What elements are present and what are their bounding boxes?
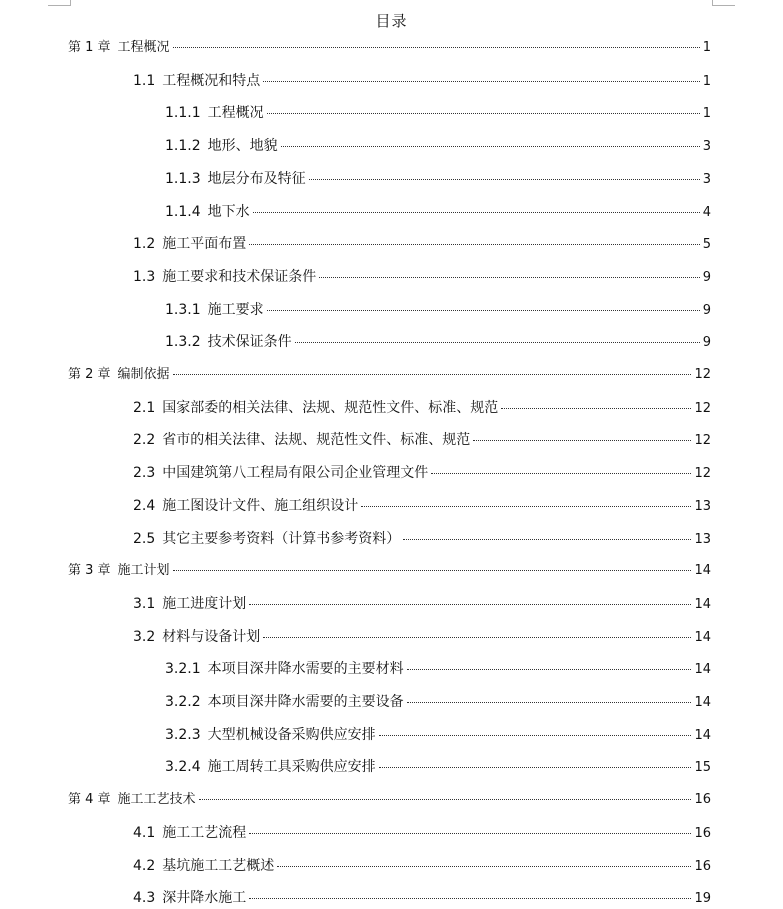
toc-dot-leader — [249, 833, 691, 834]
toc-dot-leader — [263, 637, 691, 638]
toc-entry-title: 工程概况 — [207, 105, 264, 122]
toc-entry-title: 编制依据 — [117, 367, 170, 382]
toc-entry-page-number: 1 — [702, 106, 711, 122]
toc-entry-title: 其它主要参考资料（计算书参考资料） — [162, 530, 401, 547]
toc-entry-title: 工程概况和特点 — [162, 72, 261, 89]
toc-entry[interactable] — [165, 757, 711, 777]
toc-entry[interactable] — [133, 71, 711, 91]
toc-entry-number: 1.1.3 — [165, 170, 201, 187]
toc-dot-leader — [319, 277, 699, 278]
toc-entry-page-number: 14 — [694, 695, 711, 710]
toc-entry-page-number: 16 — [694, 858, 711, 874]
toc-dot-leader — [267, 113, 700, 114]
toc-entry-number: 1.1.4 — [165, 203, 201, 220]
toc-entry-number: 4.1 — [133, 824, 156, 841]
toc-dot-leader — [199, 799, 692, 800]
toc-entry-page-number: 9 — [702, 335, 711, 351]
toc-dot-leader — [361, 506, 691, 507]
toc-entry-page-number: 19 — [694, 891, 711, 907]
toc-entry[interactable] — [133, 267, 711, 287]
toc-entry[interactable] — [133, 823, 711, 843]
toc-entry-number: 1.3.2 — [165, 334, 201, 351]
toc-entry-page-number: 9 — [702, 269, 711, 285]
toc-entry-title: 地形、地貌 — [207, 138, 278, 155]
toc-dot-leader — [249, 898, 691, 899]
toc-entry[interactable] — [133, 888, 711, 908]
toc-dot-leader — [253, 212, 700, 213]
toc-dot-leader — [309, 179, 700, 180]
toc-entry-title: 施工周转工具采购供应安排 — [207, 759, 376, 776]
toc-entry-title: 施工计划 — [117, 563, 170, 579]
toc-entry-number: 3.2.1 — [165, 661, 201, 678]
toc-entry[interactable] — [133, 496, 711, 516]
toc-entry-page-number: 3 — [702, 171, 711, 187]
toc-entry[interactable] — [165, 692, 711, 712]
toc-entry-title: 大型机械设备采购供应安排 — [207, 726, 376, 743]
toc-entry-title: 施工工艺技术 — [117, 792, 196, 808]
toc-entry-title: 技术保证条件 — [207, 334, 292, 351]
toc-entry[interactable] — [165, 136, 711, 156]
toc-entry-number: 1.3.1 — [165, 301, 201, 318]
toc-entry-page-number: 14 — [694, 596, 711, 612]
toc-entry-page-number: 3 — [702, 139, 711, 155]
toc-dot-leader — [379, 767, 692, 768]
crop-mark — [70, 0, 71, 6]
toc-entry-page-number: 4 — [702, 204, 711, 220]
toc-entry-number: 1.1.1 — [165, 105, 201, 122]
toc-entry-title: 施工要求和技术保证条件 — [162, 268, 317, 285]
toc-dot-leader — [249, 604, 691, 605]
toc-entry-title: 中国建筑第八工程局有限公司企业管理文件 — [162, 465, 429, 482]
toc-dot-leader — [403, 539, 691, 540]
toc-entry-number: 2.3 — [133, 465, 156, 482]
toc-entry-number: 1.1 — [133, 72, 156, 89]
toc-dot-leader — [379, 735, 692, 736]
toc-entry-page-number: 12 — [694, 433, 711, 449]
toc-dot-leader — [173, 47, 700, 48]
toc-dot-leader — [281, 146, 700, 147]
toc-dot-leader — [295, 342, 700, 343]
toc-entry-page-number: 9 — [702, 302, 711, 318]
toc-entry-page-number: 14 — [694, 563, 711, 579]
toc-entry[interactable] — [68, 561, 711, 581]
toc-entry-page-number: 16 — [694, 792, 711, 808]
toc-entry-number: 2.2 — [133, 432, 156, 449]
toc-entry-title: 施工要求 — [207, 301, 264, 318]
toc-entry-page-number: 14 — [694, 727, 711, 743]
toc-entry-page-number: 1 — [702, 73, 711, 89]
toc-entry-title: 材料与设备计划 — [162, 628, 261, 645]
toc-dot-leader — [407, 669, 692, 670]
toc-entry-title: 工程概况 — [117, 40, 170, 55]
toc-entry-page-number: 14 — [694, 662, 711, 678]
toc-entry-number: 2.1 — [133, 399, 156, 416]
toc-entry-title: 施工平面布置 — [162, 236, 247, 253]
toc-entry[interactable] — [68, 790, 711, 810]
toc-entry-number: 3.2 — [133, 628, 156, 645]
toc-entry-number: 4.2 — [133, 857, 156, 874]
toc-entry-page-number: 14 — [694, 629, 711, 645]
toc-entry-page-number: 12 — [694, 400, 711, 416]
toc-dot-leader — [501, 408, 691, 409]
toc-entry[interactable] — [165, 169, 711, 189]
toc-entry-title: 本项目深井降水需要的主要材料 — [207, 661, 404, 678]
crop-mark — [48, 5, 70, 6]
toc-entry-page-number: 5 — [702, 237, 711, 253]
toc-entry[interactable] — [165, 332, 711, 352]
toc-entry-number: 1.3 — [133, 268, 156, 285]
toc-entry-page-number: 13 — [694, 498, 711, 514]
toc-entry-page-number: 12 — [694, 367, 711, 382]
toc-entry-title: 施工图设计文件、施工组织设计 — [162, 497, 359, 514]
toc-entry[interactable] — [133, 430, 711, 450]
toc-entry[interactable] — [133, 529, 711, 549]
toc-entry-number: 1.1.2 — [165, 138, 201, 155]
toc-entry[interactable] — [133, 627, 711, 647]
toc-dot-leader — [263, 81, 699, 82]
toc-entry-title: 省市的相关法律、法规、规范性文件、标准、规范 — [162, 432, 471, 449]
toc-entry-number: 2.4 — [133, 497, 156, 514]
toc-entry[interactable] — [68, 38, 711, 58]
toc-entry[interactable] — [165, 300, 711, 320]
toc-entry-page-number: 15 — [694, 760, 711, 776]
toc-entry-title: 国家部委的相关法律、法规、规范性文件、标准、规范 — [162, 399, 499, 416]
toc-entry[interactable] — [133, 594, 711, 614]
toc-entry-number: 第 4 章 — [68, 792, 111, 808]
toc-entry-page-number: 16 — [694, 825, 711, 841]
toc-entry-number: 3.2.2 — [165, 694, 201, 710]
crop-mark — [713, 5, 735, 6]
toc-entry-title: 地下水 — [207, 203, 250, 220]
toc-entry-number: 第 1 章 — [68, 40, 111, 55]
toc-dot-leader — [267, 310, 700, 311]
toc-entry-number: 2.5 — [133, 530, 156, 547]
toc-entry-title: 地层分布及特征 — [207, 170, 306, 187]
toc-dot-leader — [473, 440, 691, 441]
toc-entry[interactable] — [165, 659, 711, 679]
toc-entry-page-number: 12 — [694, 466, 711, 482]
toc-entry[interactable] — [165, 103, 711, 123]
toc-entry[interactable] — [165, 725, 711, 745]
toc-entry-title: 深井降水施工 — [162, 890, 247, 907]
toc-entry-title: 施工工艺流程 — [162, 824, 247, 841]
toc-entry-number: 第 3 章 — [68, 563, 111, 579]
toc-entry[interactable] — [133, 234, 711, 254]
toc-entry-page-number: 13 — [694, 531, 711, 547]
toc-entry-title: 本项目深井降水需要的主要设备 — [207, 694, 404, 710]
toc-entry-number: 1.2 — [133, 236, 156, 253]
toc-entry-number: 3.2.4 — [165, 759, 201, 776]
toc-entry[interactable] — [133, 398, 711, 418]
toc-dot-leader — [173, 570, 692, 571]
toc-entry[interactable] — [68, 365, 711, 385]
toc-entry[interactable] — [133, 463, 711, 483]
toc-entry-number: 4.3 — [133, 890, 156, 907]
toc-dot-leader — [173, 374, 692, 375]
toc-dot-leader — [277, 866, 691, 867]
toc-dot-leader — [249, 244, 699, 245]
toc-entry-number: 第 2 章 — [68, 367, 111, 382]
toc-dot-leader — [431, 473, 691, 474]
toc-dot-leader — [407, 702, 692, 703]
toc-entry-number: 3.2.3 — [165, 726, 201, 743]
toc-entry[interactable] — [165, 202, 711, 222]
toc-entry-number: 3.1 — [133, 595, 156, 612]
toc-entry[interactable] — [133, 856, 711, 876]
toc-entry-title: 基坑施工工艺概述 — [162, 857, 275, 874]
toc-entry-page-number: 1 — [702, 40, 711, 55]
toc-title: 目录 — [375, 12, 408, 30]
toc-entry-title: 施工进度计划 — [162, 595, 247, 612]
